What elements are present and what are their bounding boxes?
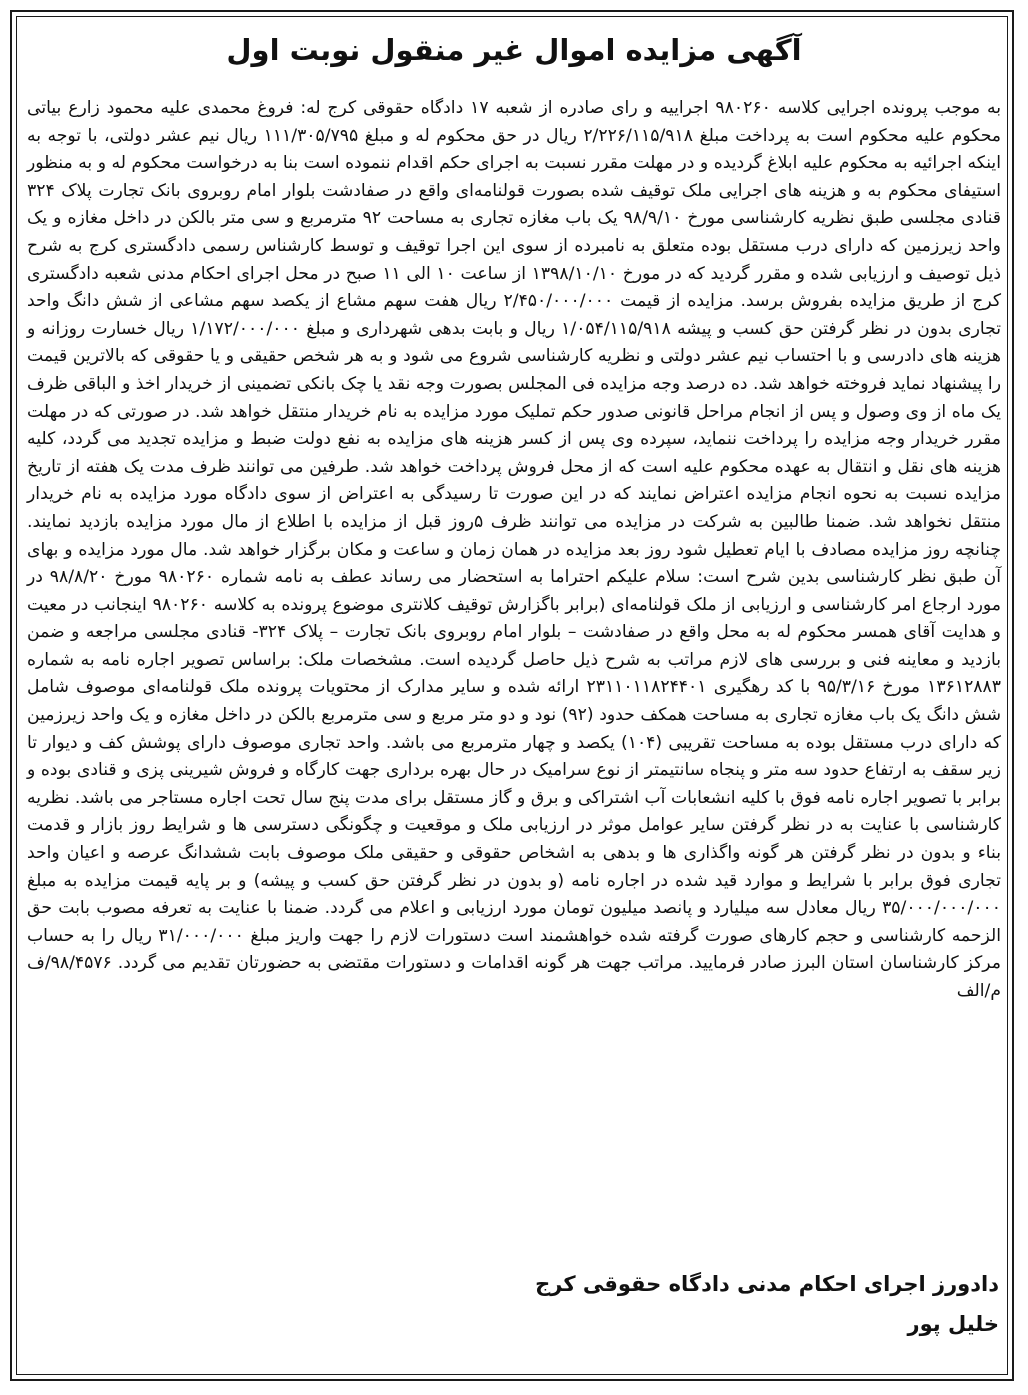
- notice-title: آگهی مزایده اموال غیر منقول نوبت اول: [226, 33, 802, 67]
- signature-name: خلیل پور: [907, 1312, 999, 1336]
- notice-body: به موجب پرونده اجرایی کلاسه ۹۸۰۲۶۰ اجراییه و رای صادره از شعبه ۱۷ دادگاه حقوقی کرج له: فروغ محمدی علیه محمود زارع بیاتی محکوم علیه محکوم است به پرداخت مبلغ ۲/۲۲۶/۱۱۵/۹۱۸ ریال در حق محکوم له و مبلغ ۱۱۱/۳۰۵/۷۹۵ ریال نیم عشر دولتی، با توجه به اینکه اجرائیه به محکوم علیه ابلاغ گردیده و در مهلت مقرر نسبت به اجرای حکم اقدام ننموده است بنا به درخواست محکوم له و به منظور استیفای محکوم به و هزینه های اجرایی ملک توقیف شده بصورت قولنامه‌ای واقع در صفادشت بلوار امام روبروی بانک تجارت پلاک ۳۲۴ قنادی مجلسی طبق نظریه کارشناسی مورخ ۹۸/۹/۱۰ یک باب مغازه تجاری به مساحت ۹۲ مترمربع و سی متر بالکن در داخل مغازه و یک واحد زیرزمین که دارای درب مستقل بوده متعلق به نامبرده از سوی این اجرا توقیف و توسط کارشناس رسمی دادگستری کرج به شرح ذیل توصیف و ارزیابی شده و مقرر گردید که در مورخ ۱۳۹۸/۱۰/۱۰ از ساعت ۱۰ الی ۱۱ صبح در محل اجرای احکام مدنی شعبه دادگستری کرج از طریق مزایده بفروش برسد. مزایده از قیمت ۲/۴۵۰/۰۰۰/۰۰۰ ریال هفت سهم مشاع از یکصد سهم مشاعی از شش دانگ واحد تجاری بدون در نظر گرفتن حق کسب و پیشه ۱/۰۵۴/۱۱۵/۹۱۸ ریال و بابت بدهی شهرداری و مبلغ ۱/۱۷۲/۰۰۰/۰۰۰ ریال خسارت روزانه و هزینه های دادرسی و با احتساب نیم عشر دولتی و نظریه کارشناسی شروع می شود و به هر شخص حقیقی و یا حقوقی که بالاترین قیمت را پیشنهاد نماید فروخته خواهد شد. ده درصد وجه مزایده فی المجلس بصورت وجه نقد یا چک بانکی تضمینی از خریدار اخذ و الباقی ظرف یک ماه از وی وصول و پس از انجام مراحل قانونی صدور حکم تملیک مورد مزایده به نام خریدار منتقل خواهد شد. در صورتی که در مهلت مقرر خریدار وجه مزایده را پرداخت ننماید، سپرده وی پس از کسر هزینه های مزایده به نفع دولت ضبط و مزایده تجدید می گردد، کلیه هزینه های نقل و انتقال به عهده محکوم علیه است که از محل فروش پرداخت خواهد شد. طرفین می توانند ظرف مدت یک هفته از تاریخ مزایده نسبت به نحوه انجام مزایده اعتراض نمایند که در این صورت تا رسیدگی به اعتراض از سوی دادگاه مورد مزایده به نام خریدار منتقل نخواهد شد. ضمنا طالبین به شرکت در مزایده می توانند ظرف ۵روز قبل از مزایده با اطلاع از مال مورد مزایده بازدید نمایند. چنانچه روز مزایده مصادف با ایام تعطیل شود روز بعد مزایده در همان زمان و ساعت و مکان برگزار خواهد شد. مال مورد مزایده و بهای آن طبق نظر کارشناسی بدین شرح است: سلام علیکم احتراما به استحضار می رساند عطف به نامه شماره ۹۸۰۲۶۰ مورخ ۹۸/۸/۲۰ در مورد ارجاع امر کارشناسی و ارزیابی از ملک قولنامه‌ای (برابر باگزارش توقیف کلانتری موضوع پرونده به کلاسه ۹۸۰۲۶۰ اینجانب در معیت و هدایت آقای همسر محکوم له به محل واقع در صفادشت – بلوار امام روبروی بانک تجارت – پلاک ۳۲۴- قنادی مجلسی مراجعه و ضمن بازدید و معاینه فنی و بررسی های لازم مراتب به شرح ذیل حاصل گردیده است. مشخصات ملک: براساس تصویر اجاره نامه به شماره ۱۳۶۱۲۸۸۳ مورخ ۹۵/۳/۱۶ با کد رهگیری ۲۳۱۱۰۱۱۸۲۴۴۰۱ ارائه شده و سایر مدارک از محتویات پرونده ملک قولنامه‌ای موصوف شامل شش دانگ یک باب مغازه تجاری به مساحت همکف حدود (۹۲) نود و دو متر مربع و سی مترمربع بالکن در داخل مغازه و یک واحد زیرزمین که دارای درب مستقل بوده به مساحت تقریبی (۱۰۴) یکصد و چهار مترمربع می باشد. واحد تجاری موصوف دارای پوشش کف و دیوار تا زیر سقف به ارتفاع حدود سه متر و پنجاه سانتیمتر از نوع سرامیک در حال بهره برداری جهت کارگاه و فروش شیرینی پزی و قنادی بوده و برابر با تصویر اجاره نامه فوق با کلیه انشعابات آب اشتراکی و برق و گاز مستقل برای مدت پنج سال تحت اجاره مستاجر می باشد. نظریه کارشناسی با عنایت به در نظر گرفتن سایر عوامل موثر در ارزیابی ملک و موقعیت و چگونگی دسترسی ها و شرایط روز بازار و قدمت بناء و بدون در نظر گرفتن هر گونه واگذاری ها و بدهی به اشخاص حقوقی و حقیقی ملک موصوف بابت ششدانگ عرصه و اعیان واحد تجاری فوق برابر با شرایط و موارد قید شده در اجاره نامه (و بدون در نظر گرفتن حق کسب و پیشه) و بر پایه قیمت مزایده به مبلغ ۳۵/۰۰۰/۰۰۰/۰۰۰ ریال معادل سه میلیارد و پانصد میلیون تومان مورد ارزیابی و اعلام می گردد. ضمنا با عنایت به تعرفه مصوب بابت حق الزحمه کارشناسی و حجم کارهای صورت گرفته شده خواهشمند است دستورات لازم را جهت واریز مبلغ ۳۱/۰۰۰/۰۰۰ ریال را به حساب مرکز کارشناسان استان البرز صادر فرمایید. مراتب جهت هر گونه اقدامات و دستورات مقتضی به حضورتان تقدیم می گردد. ۹۸/۴۵۷۶/ف م/الف: [27, 98, 1002, 1001]
- signature-title: دادورز اجرای احکام مدنی دادگاه حقوقی کرج: [535, 1272, 999, 1296]
- signature-block: [535, 1264, 999, 1344]
